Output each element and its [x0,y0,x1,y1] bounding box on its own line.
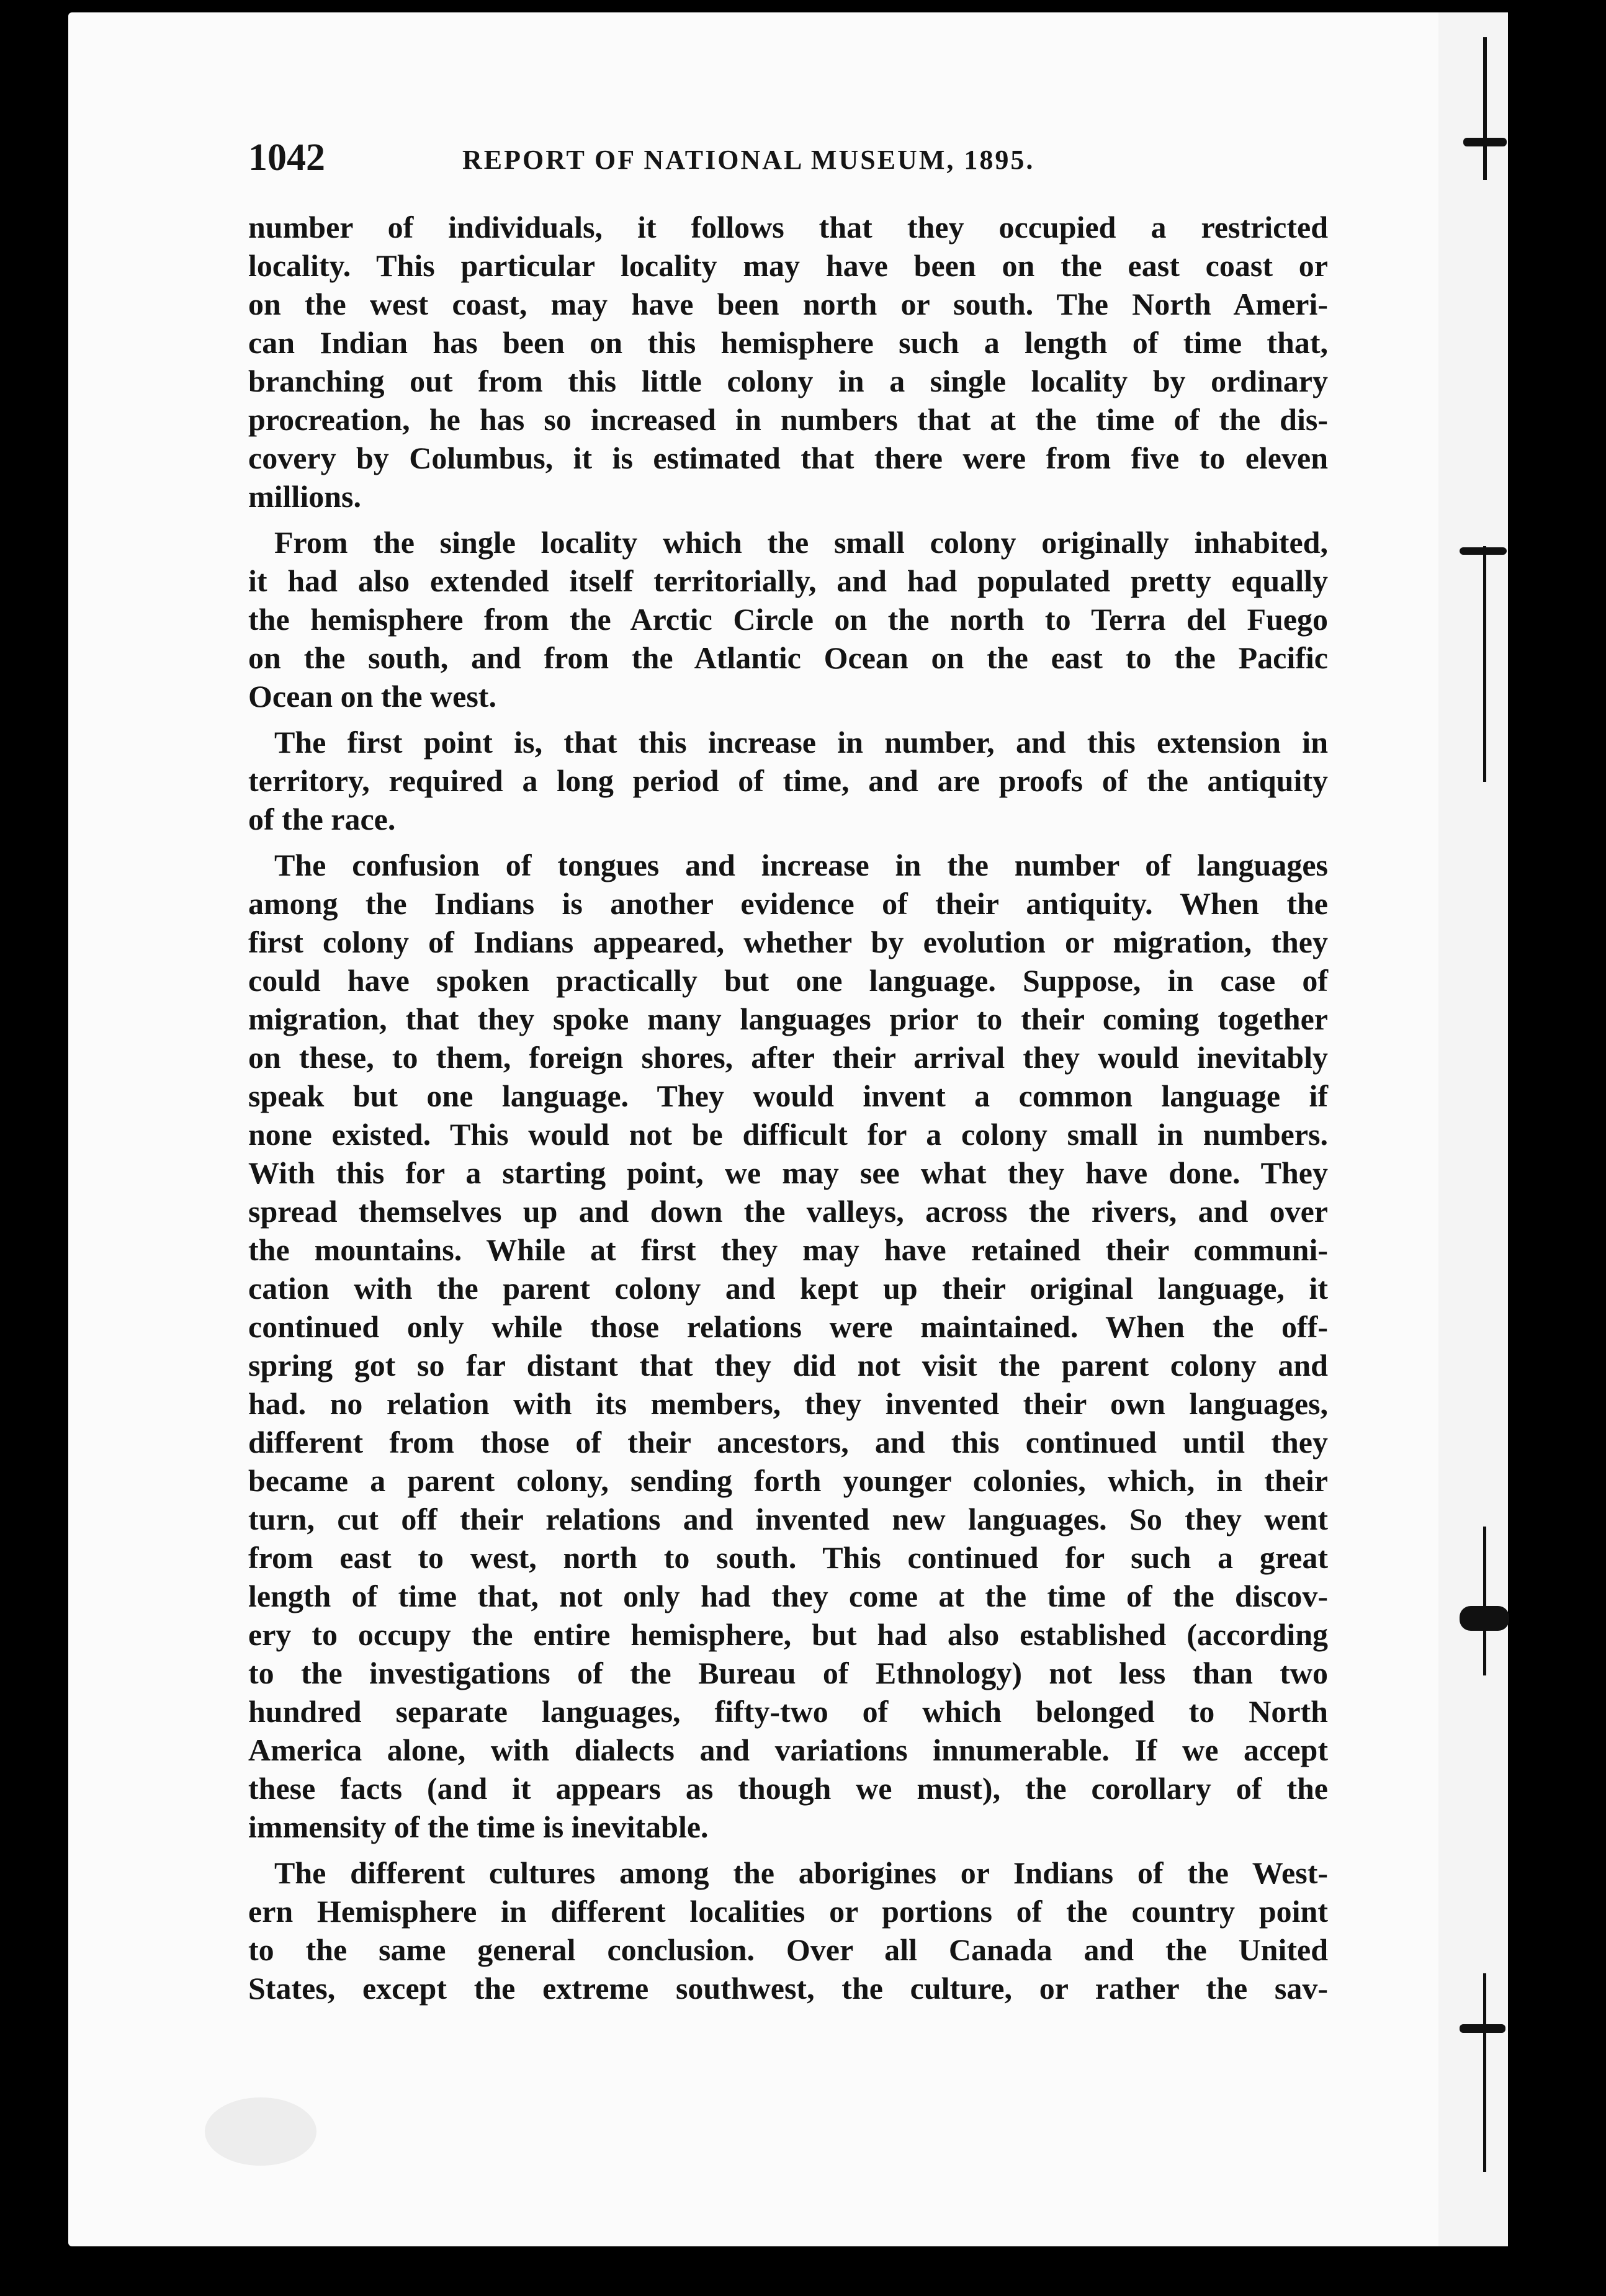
text-line: The confusion of tongues and increase in the number of languages [274,848,1328,882]
binding-mark-1 [1463,138,1507,146]
binding-line-lower [1483,1527,1486,1675]
text-line: procreation, he has so increased in numbers that at the time of the dis- [248,402,1328,437]
text-line: ery to occupy the entire hemisphere, but had also established (according [248,1617,1328,1652]
text-line: immensity of the time is inevitable. [248,1809,709,1844]
text-line: The different cultures among the aborigines or Indians of the West- [274,1855,1328,1890]
body-text [248,208,1328,2015]
paragraph-5 [248,1854,1328,2007]
text-line: of the race. [248,802,396,836]
text-line: cation with the parent colony and kept up their original language, it [248,1271,1328,1306]
text-line: none existed. This would not be difficult for a colony small in numbers. [248,1117,1328,1152]
text-line: The first point is, that this increase in number, and this extension in [274,725,1328,760]
text-line: can Indian has been on this hemisphere such a length of time that, [248,325,1328,360]
text-line: covery by Columbus, it is estimated that there were from five to eleven [248,441,1328,475]
text-line: to the investigations of the Bureau of Ethnology) not less than two [248,1656,1328,1690]
scan-smudge [205,2097,316,2166]
paragraph-3 [248,723,1328,838]
text-line: these facts (and it appears as though we must), the corollary of the [248,1771,1328,1806]
running-title: REPORT OF NATIONAL MUSEUM, 1895. [462,145,1035,175]
text-line: branching out from this little colony in a single locality by ordinary [248,364,1328,398]
page-header [248,135,1337,180]
paragraph-4 [248,846,1328,1846]
text-line: spring got so far distant that they did not visit the parent colony and [248,1348,1328,1383]
text-line: on the west coast, may have been north or south. The North Ameri- [248,287,1328,321]
paragraph-1 [248,208,1328,516]
text-line: From the single locality which the small colony originally inhabited, [274,525,1328,560]
text-line: to the same general conclusion. Over all Canada and the United [248,1932,1328,1967]
text-line: Ocean on the west. [248,679,496,714]
text-line: could have spoken practically but one language. Suppose, in case of [248,963,1328,998]
text-line: turn, cut off their relations and invented new languages. So they went [248,1502,1328,1536]
text-line: it had also extended itself territorially, and had populated pretty equally [248,563,1328,598]
text-line: the hemisphere from the Arctic Circle on the north to Terra del Fuego [248,602,1328,637]
binding-margin [1438,12,1508,2246]
text-line: America alone, with dialects and variations innumerable. If we accept [248,1733,1328,1767]
text-line: became a parent colony, sending forth younger colonies, which, in their [248,1463,1328,1498]
text-line: continued only while those relations were maintained. When the off- [248,1309,1328,1344]
text-line: millions. [248,479,361,514]
text-line: the mountains. While at first they may have retained their communi- [248,1232,1328,1267]
text-line: migration, that they spoke many languages prior to their coming together [248,1002,1328,1036]
text-line: speak but one language. They would invent a common language if [248,1078,1328,1113]
text-line: locality. This particular locality may have been on the east coast or [248,248,1328,283]
binding-mark-4 [1460,2024,1505,2033]
binding-line-bottom [1483,1973,1486,2172]
text-line: from east to west, north to south. This continued for such a great [248,1540,1328,1575]
text-line: among the Indians is another evidence of their antiquity. When the [248,886,1328,921]
text-line: ern Hemisphere in different localities or portions of the country point [248,1894,1328,1929]
text-line: on these, to them, foreign shores, after their arrival they would inevitably [248,1040,1328,1075]
text-line: territory, required a long period of time, and are proofs of the antiquity [248,763,1328,798]
binding-line-middle [1483,546,1486,782]
text-line: different from those of their ancestors, and this continued until they [248,1425,1328,1460]
text-line: spread themselves up and down the valleys, across the rivers, and over [248,1194,1328,1229]
paragraph-2 [248,523,1328,715]
text-line: first colony of Indians appeared, whether by evolution or migration, they [248,925,1328,959]
binding-line-top [1483,37,1487,180]
page-number: 1042 [248,137,325,179]
text-line: had. no relation with its members, they invented their own languages, [248,1386,1328,1421]
text-line: length of time that, not only had they come at the time of the discov- [248,1579,1328,1613]
text-line: With this for a starting point, we may see what they have done. They [248,1155,1328,1190]
text-line: on the south, and from the Atlantic Ocean on the east to the Pacific [248,640,1328,675]
text-line: number of individuals, it follows that they occupied a restricted [248,210,1328,244]
text-line: hundred separate languages, fifty-two of which belonged to North [248,1694,1328,1729]
text-line: States, except the extreme southwest, the culture, or rather the sav- [248,1971,1328,2006]
